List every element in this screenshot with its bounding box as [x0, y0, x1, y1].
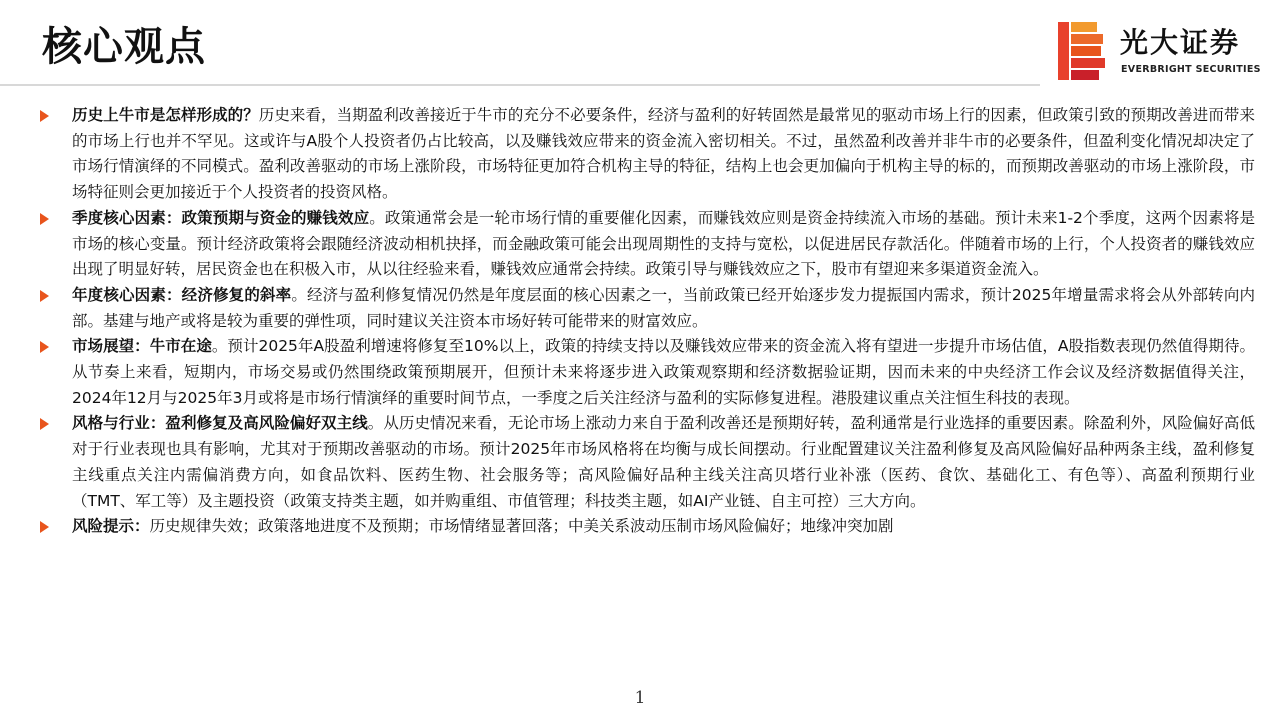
page-title: 核心观点 — [42, 24, 206, 70]
bullet-heading: 风格与行业：盈利修复及高风险偏好双主线 — [72, 414, 368, 433]
title-divider — [0, 84, 1040, 86]
bullet-body: 历史规律失效；政策落地进度不及预期；市场情绪显著回落；中美关系波动压制市场风险偏好；地缘冲突加剧 — [149, 517, 894, 536]
everbright-logo-icon — [1058, 22, 1106, 80]
arrow-bullet-icon — [40, 290, 49, 302]
page-number: 1 — [634, 688, 646, 708]
logo-name-cn: 光大证券 — [1120, 26, 1241, 59]
bullet-heading: 历史上牛市是怎样形成的？ — [72, 106, 259, 124]
arrow-bullet-icon — [40, 418, 49, 430]
bullet-heading: 风险提示： — [72, 517, 150, 536]
key-points-list — [40, 103, 1255, 540]
bullet-body: 。政策通常会是一轮市场行情的重要催化因素，而赚钱效应则是资金持续流入市场的基础。预计未来1-2个季度，这两个因素将是市场的核心变量。预计经济政策将会跟随经济波动相机抉择，而金融政策可能会出现周期性的支持与宽松，以促进居民存款活化。伴随着市场的上行，个人投资者的赚钱效应出现了明显好转，居民资金也在积极入市，从以往经验来看，赚钱效应通常会持续。政策引导与赚钱效应之下，股市有望迎来多渠道资金流入。 — [72, 208, 1255, 279]
arrow-bullet-icon — [40, 213, 49, 225]
bullet-heading: 年度核心因素：经济修复的斜率 — [72, 285, 292, 304]
logo-name-en: EVERBRIGHT SECURITIES — [1121, 64, 1261, 75]
bullet-heading: 市场展望：牛市在途 — [72, 337, 212, 356]
bullet-style-industry — [40, 411, 1255, 514]
arrow-bullet-icon — [40, 341, 49, 353]
bullet-quarterly-factors — [40, 206, 1255, 283]
bullet-body: 。预计2025年A股盈利增速将修复至10%以上，政策的持续支持以及赚钱效应带来的资金流入将有望进一步提升市场估值，A股指数表现仍然值得期待。从节奏上来看，短期内，市场交易或仍然围绕政策预期展开，但预计未来将逐步进入政策观察期和经济数据验证期，因而未来的中央经济工作会议及经济数据值得关注，2024年12月与2025年3月或将是市场行情演绎的重要时间节点，一季度之后关注经济与盈利的实际修复进程。港股建议重点关注恒生科技的表现。 — [72, 337, 1255, 407]
bullet-history — [40, 103, 1255, 206]
bullet-heading: 季度核心因素：政策预期与资金的赚钱效应 — [72, 208, 370, 227]
bullet-market-outlook — [40, 334, 1255, 411]
arrow-bullet-icon — [40, 521, 49, 533]
bullet-annual-factors — [40, 283, 1255, 334]
arrow-bullet-icon — [40, 110, 49, 122]
bullet-body: 。经济与盈利修复情况仍然是年度层面的核心因素之一，当前政策已经开始逐步发力提振国内需求，预计2025年增量需求将会从外部转向内部。基建与地产或将是较为重要的弹性项，同时建议关注资本市场好转可能带来的财富效应。 — [72, 285, 1255, 330]
company-logo — [1058, 22, 1268, 82]
bullet-risk-warning — [40, 514, 1255, 540]
bullet-body: 。从历史情况来看，无论市场上涨动力来自于盈利改善还是预期好转，盈利通常是行业选择的重要因素。除盈利外，风险偏好高低对于行业表现也具有影响，尤其对于预期改善驱动的市场。预计2025年市场风格将在均衡与成长间摆动。行业配置建议关注盈利修复及高风险偏好品种两条主线，盈利修复主线重点关注内需偏消费方向，如食品饮料、医药生物、社会服务等；高风险偏好品种主线关注高贝塔行业补涨（医药、食饮、基础化工、有色等）、高盈利预期行业（TMT、军工等）及主题投资（政策支持类主题，如并购重组、市值管理；科技类主题，如AI产业链、自主可控）三大方向。 — [72, 414, 1255, 510]
bullet-body: 历史来看，当期盈利改善接近于牛市的充分不必要条件，经济与盈利的好转固然是最常见的驱动市场上行的因素，但政策引致的预期改善进而带来的市场上行也并不罕见。这或许与A股个人投资者仍占比较高，以及赚钱效应带来的资金流入密切相关。不过，虽然盈利改善并非牛市的必要条件，但盈利变化情况却决定了市场行情演绎的不同模式。盈利改善驱动的市场上涨阶段，市场特征更加符合机构主导的特征，结构上也会更加偏向于机构主导的标的，而预期改善驱动的市场上涨阶段，市场特征则会更加接近于个人投资者的投资风格。 — [72, 106, 1255, 202]
